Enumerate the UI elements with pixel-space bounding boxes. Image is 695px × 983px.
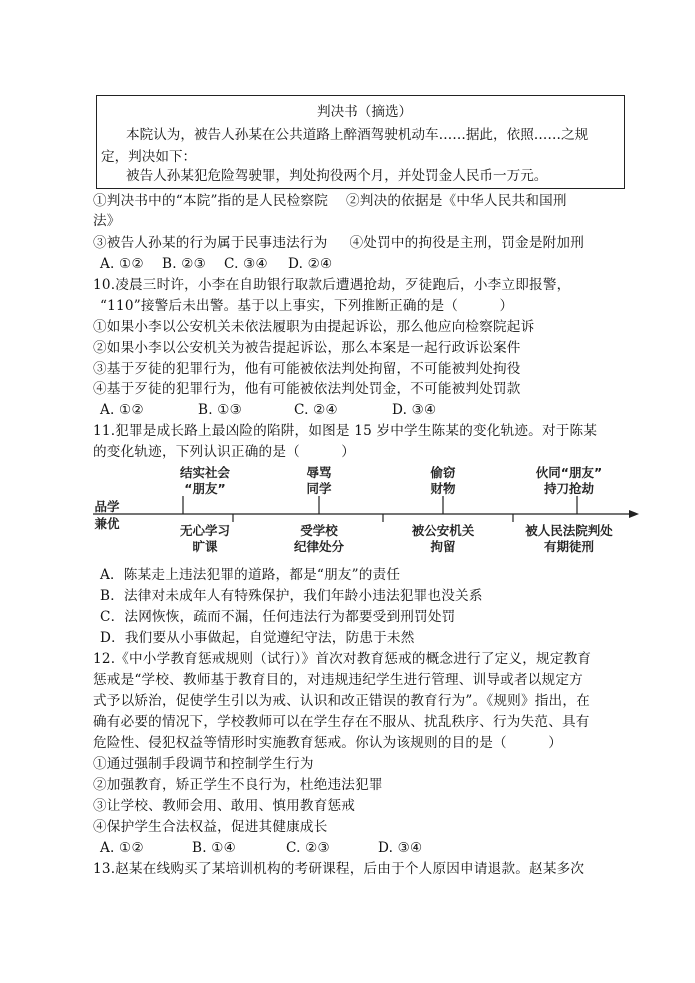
q12-stem-5: 危险性、侵犯权益等情形时实施教育惩戒。你认为该规则的目的是（ ）: [93, 735, 562, 751]
timeline-top-2a: 辱骂: [306, 465, 332, 480]
q10-answers: [100, 400, 436, 420]
q9-option-1: ①判决书中的“本院”指的是人民检察院: [93, 193, 328, 209]
q12-answer-b[interactable]: B. ①④: [192, 840, 237, 856]
timeline-top-3b: 财物: [430, 481, 456, 496]
q12-stem-4: 确有必要的情况下，学校教师可以在学生存在不服从、扰乱秩序、行为失范、具有: [93, 714, 590, 730]
timeline-bottom-1b: 旷课: [192, 539, 218, 554]
verdict-title: 判决书（摘选）: [317, 104, 413, 120]
verdict-line-3: 被告人孙某犯危险驾驶罪，判处拘役两个月，并处罚金人民币一万元。: [126, 168, 548, 184]
q12-option-1: ①通过强制手段调节和控制学生行为: [93, 756, 314, 772]
q12-answer-c[interactable]: C. ②③: [286, 840, 330, 856]
timeline-top-4b: 持刀抢劫: [543, 481, 595, 496]
timeline-bottom-4b: 有期徒刑: [543, 539, 595, 554]
q12-stem-2: 惩戒是“学校、教师基于教育目的，对违规违纪学生进行管理、训导或者以规定方: [93, 672, 583, 688]
q9-answer-a[interactable]: A. ①②: [100, 256, 144, 272]
verdict-box: [96, 95, 625, 189]
verdict-line-1: 本院认为，被告人孙某在公共道路上醉酒驾驶机动车……据此，依照……之规: [126, 127, 589, 143]
q10-answer-b[interactable]: B. ①③: [198, 402, 243, 418]
q11-option-c[interactable]: C．法网恢恢，疏而不漏，任何违法行为都要受到刑罚处罚: [100, 609, 456, 625]
q10-option-2: ②如果小李以公安机关为被告提起诉讼，那么本案是一起行政诉讼案件: [93, 340, 521, 356]
q10-answer-a[interactable]: A. ①②: [100, 402, 144, 418]
q11-option-b[interactable]: B．法律对未成年人有特殊保护，我们年龄小违法犯罪也没关系: [100, 588, 483, 604]
growth-timeline-diagram: [93, 462, 643, 562]
q10-answer-d[interactable]: D. ③④: [392, 402, 437, 418]
timeline-bottom-4a: 被人民法院判处: [525, 523, 613, 538]
timeline-top-3a: 偷窃: [430, 465, 456, 480]
q9-option-row-1: [93, 191, 567, 211]
q12-option-4: ④保护学生合法权益，促进其健康成长: [93, 819, 328, 835]
timeline-bottom-3b: 拘留: [430, 539, 456, 554]
q10-answer-c[interactable]: C. ②④: [294, 402, 338, 418]
q12-stem-1: 12.《中小学教育惩戒规则（试行）》首次对教育惩戒的概念进行了定义，规定教育: [93, 651, 592, 667]
timeline-bottom-2b: 纪律处分: [293, 539, 345, 554]
q10-option-1: ①如果小李以公安机关未依法履职为由提起诉讼，那么他应向检察院起诉: [93, 319, 535, 335]
timeline-start-2: 兼优: [94, 516, 120, 531]
q12-answers: [100, 838, 422, 858]
q9-option-4: ④处罚中的拘役是主刑，罚金是附加刑: [349, 235, 584, 251]
timeline-bottom-2a: 受学校: [300, 523, 338, 538]
q12-answer-a[interactable]: A. ①②: [100, 840, 144, 856]
q10-option-4: ④基于歹徒的犯罪行为，他有可能被依法判处罚金，不可能被判处罚款: [93, 381, 521, 397]
q9-option-row-2: [93, 233, 584, 253]
timeline-arrow-icon: [629, 510, 639, 518]
timeline-top-1a: 结实社会: [179, 465, 231, 480]
timeline-top-4a: 伙同“朋友”: [535, 465, 603, 480]
q9-answers: [100, 254, 332, 274]
timeline-bottom-3a: 被公安机关: [411, 523, 475, 538]
q10-option-3: ③基于歹徒的犯罪行为，他有可能被依法判处拘留，不可能被判处拘役: [93, 361, 521, 377]
q10-stem-1: 10.凌晨三时许，小李在自助银行取款后遭遇抢劫，歹徒跑后，小李立即报警，: [93, 277, 571, 293]
q9-option-2: ②判决的依据是《中华人民共和国刑: [346, 193, 567, 209]
q9-answer-d[interactable]: D. ②④: [288, 256, 333, 272]
timeline-bottom-1a: 无心学习: [179, 523, 231, 538]
q9-option-2-cont: 法》: [93, 213, 121, 229]
timeline-start-1: 品学: [94, 499, 120, 514]
q13-stem-1: 13.赵某在线购买了某培训机构的考研课程，后由于个人原因申请退款。赵某多次: [93, 861, 585, 877]
q12-option-3: ③让学校、教师会用、敢用、慎用教育惩戒: [93, 798, 356, 814]
q12-option-2: ②加强教育，矫正学生不良行为，杜绝违法犯罪: [93, 777, 383, 793]
q9-option-3: ③被告人孙某的行为属于民事违法行为: [93, 235, 328, 251]
timeline-top-1b: “朋友”: [184, 481, 226, 496]
timeline-top-2b: 同学: [306, 481, 332, 496]
verdict-line-2: 定，判决如下：: [101, 149, 197, 165]
q11-stem-1: 11.犯罪是成长路上最凶险的陷阱，如图是 15 岁中学生陈某的变化轨迹。对于陈某: [93, 423, 598, 439]
q12-answer-d[interactable]: D. ③④: [378, 840, 423, 856]
q9-answer-c[interactable]: C. ③④: [224, 256, 268, 272]
q10-stem-2: “110”接警后未出警。基于以上事实，下列推断正确的是（ ）: [100, 298, 514, 314]
q12-stem-3: 式予以矫治，促使学生引以为戒、认识和改正错误的教育行为”。《规则》指出，在: [93, 693, 590, 709]
q11-option-a[interactable]: A．陈某走上违法犯罪的道路，都是“朋友”的责任: [100, 567, 401, 583]
q11-stem-2: 的变化轨迹，下列认识正确的是（ ）: [93, 444, 356, 460]
q11-option-d[interactable]: D．我们要从小事做起，自觉遵纪守法，防患于未然: [100, 630, 415, 646]
q9-answer-b[interactable]: B. ②③: [162, 256, 207, 272]
